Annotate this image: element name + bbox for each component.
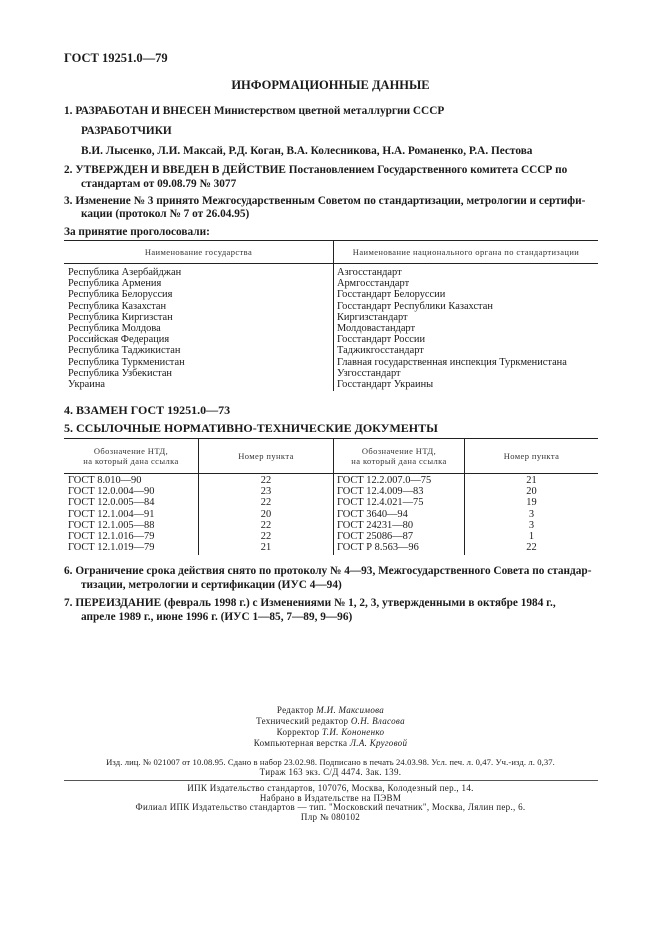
item-2-num: 2.: [64, 164, 73, 176]
refs-header-doc-right: [334, 446, 464, 466]
ref-doc: ГОСТ Р 8.563—96: [337, 542, 419, 554]
ref-doc: ГОСТ 12.0.004—90: [68, 486, 155, 498]
standards-body: Узгосстандарт: [337, 367, 401, 379]
ref-doc: ГОСТ 8.010—90: [68, 475, 142, 486]
credit-tech-editor: [0, 716, 661, 726]
item-7-text: (февраль 1998 г.) с Изменениями № 1, 2, 3, утвержденными в октябре 1984 г.,: [164, 597, 556, 609]
item-3: [64, 195, 585, 207]
refs-header-item-left: Номер пункта: [238, 451, 294, 461]
developers-list: В.И. Лысенко, Л.И. Максай, Р.Д. Коган, В.А. Колесникова, Н.А. Романенко, Р.А. Пестова: [81, 145, 533, 157]
state-name: Республика Таджикистан: [68, 345, 181, 357]
item-3-text: Изменение № 3 принято Межгосударственным Советом по стандартизации, метрологии и сертифи-: [75, 195, 586, 207]
state-name: Республика Азербайджан: [68, 267, 182, 278]
item-2: [64, 164, 567, 176]
ref-doc: ГОСТ 12.1.005—88: [68, 519, 155, 531]
state-name: Украина: [68, 379, 106, 390]
ref-doc: ГОСТ 24231—80: [337, 519, 414, 531]
states-header-country: Наименование государства: [144, 247, 253, 257]
item-7-lead: ПЕРЕИЗДАНИЕ: [75, 597, 162, 609]
item-2-lead: УТВЕРЖДЕН И ВВЕДЕН В ДЕЙСТВИЕ: [75, 164, 286, 176]
ref-item-number: 21: [526, 475, 537, 486]
ref-doc: ГОСТ 12.1.019—79: [68, 542, 155, 554]
item-6-line2: тизации, метрологии и сертификации (ИУС 4—94): [81, 579, 342, 591]
credit-layout-label: Компьютерная верстка: [253, 738, 348, 748]
ref-doc: ГОСТ 12.4.009—83: [337, 486, 424, 498]
item-3-line2: кации (протокол № 7 от 26.04.95): [81, 208, 250, 220]
publisher-line-1: ИПК Издательство стандартов, 107076, Москва, Колодезный пер., 14.: [187, 783, 474, 793]
ref-item-number: 20: [526, 486, 537, 498]
states-table-divider: [333, 240, 334, 391]
standards-body: Госстандарт России: [337, 334, 426, 346]
credit-corrector: [0, 727, 661, 737]
refs-table-top-rule: [64, 438, 598, 439]
standards-body: Госстандарт Украины: [337, 379, 434, 390]
standards-body: Главная государственная инспекция Туркменистана: [337, 356, 567, 368]
credit-editor: [0, 705, 661, 715]
item-6-num: 6.: [64, 565, 73, 577]
refs-header-doc-right-l1: Обозначение НТД,: [361, 446, 437, 456]
item-1: [64, 105, 444, 117]
imprint-rule: [64, 780, 598, 781]
ref-doc: ГОСТ 3640—94: [337, 508, 408, 520]
state-name: Республика Узбекистан: [68, 367, 172, 379]
item-2-text: Постановлением Государственного комитета СССР по: [288, 164, 568, 176]
info-title: ИНФОРМАЦИОННЫЕ ДАННЫЕ: [231, 78, 430, 92]
refs-header-doc-left-l1: Обозначение НТД,: [93, 446, 169, 456]
item-6: [64, 565, 591, 577]
item-4: [64, 403, 230, 418]
states-table-header-rule: [64, 263, 598, 264]
developers-label: РАЗРАБОТЧИКИ: [81, 125, 172, 137]
item-4-num: 4.: [64, 403, 73, 417]
state-name: Российская Федерация: [68, 334, 170, 346]
item-4-text: ВЗАМЕН ГОСТ 19251.0—73: [76, 403, 231, 417]
ref-doc: ГОСТ 12.2.007.0—75: [337, 475, 432, 486]
credit-editor-label: Редактор: [276, 705, 314, 715]
item-2-line2: стандартам от 09.08.79 № 3077: [81, 178, 237, 190]
state-name: Республика Туркменистан: [68, 356, 185, 368]
state-name: Республика Казахстан: [68, 300, 167, 312]
refs-header-doc-right-l2: на который дана ссылка: [351, 456, 447, 466]
item-7: [64, 597, 556, 609]
state-name: Республика Армения: [68, 278, 162, 290]
credit-layout-name: Л.А. Круговой: [349, 738, 408, 748]
ref-doc: ГОСТ 12.1.016—79: [68, 531, 155, 542]
refs-header-doc-left: [64, 446, 198, 466]
ref-item-number: 22: [260, 531, 272, 542]
ref-item-number: 19: [526, 497, 537, 509]
item-5: [64, 421, 438, 436]
standards-body: Госстандарт Белоруссии: [337, 289, 446, 301]
standards-body: Киргизстандарт: [337, 311, 408, 323]
state-name: Республика Белоруссия: [68, 289, 173, 301]
ref-doc: ГОСТ 25086—87: [337, 531, 414, 542]
states-table-top-rule: [64, 240, 598, 241]
ref-item-number: 21: [260, 542, 272, 554]
ref-doc: ГОСТ 12.0.005—84: [68, 497, 155, 509]
standards-body: Азгосстандарт: [337, 267, 402, 278]
standards-body: Таджикгосстандарт: [337, 345, 424, 357]
voted-label: За принятие проголосовали:: [64, 226, 210, 238]
state-name: Республика Киргизстан: [68, 311, 173, 323]
refs-header-item-right: Номер пункта: [503, 451, 560, 461]
publisher-line-4: Плр № 080102: [300, 812, 361, 822]
publisher-line-2: Набрано в Издательстве на ПЭВМ: [259, 793, 402, 803]
refs-table-header-rule: [64, 473, 598, 474]
ref-doc: ГОСТ 12.4.021—75: [337, 497, 424, 509]
ref-item-number: 22: [260, 519, 272, 531]
ref-item-number: 22: [526, 542, 537, 554]
credit-corrector-label: Корректор: [276, 727, 320, 737]
credit-tech-editor-label: Технический редактор: [256, 716, 349, 726]
item-6-text: Ограничение срока действия снято по протоколу № 4—93, Межгосударственного Совета по стандар-: [75, 565, 592, 577]
ref-item-number: 3: [528, 519, 535, 531]
item-1-text: Министерством цветной металлургии СССР: [213, 105, 445, 117]
ref-item-number: 3: [528, 508, 535, 520]
item-7-num: 7.: [64, 597, 73, 609]
state-name: Республика Молдова: [68, 323, 161, 334]
imprint-line-2: Тираж 163 экз. С/Д 4474. Зак. 139.: [259, 767, 402, 777]
ref-item-number: 23: [260, 486, 272, 498]
ref-item-number: 22: [260, 497, 272, 509]
item-3-num: 3.: [64, 195, 73, 207]
ref-item-number: 22: [260, 475, 272, 486]
ref-doc: ГОСТ 12.1.004—91: [68, 508, 155, 520]
refs-header-doc-left-l2: на который дана ссылка: [83, 456, 179, 466]
ref-item-number: 20: [260, 508, 272, 520]
credit-editor-name: М.И. Максимова: [316, 705, 385, 715]
credit-corrector-name: Т.И. Кононенко: [322, 727, 385, 737]
item-7-line2: апреле 1989 г., июне 1996 г. (ИУС 1—85, 7—89, 9—96): [81, 611, 353, 623]
imprint-line-1: Изд. лиц. № 021007 от 10.08.95. Сдано в набор 23.02.98. Подписано в печать 24.03.98. Усл. печ. л. 0,47. Уч.-изд. л. 0,37.: [106, 757, 555, 767]
states-header-body: Наименование национального органа по стандартизации: [352, 247, 580, 257]
item-1-num: 1.: [64, 105, 73, 117]
publisher-line-3: Филиал ИПК Издательство стандартов — тип. "Московский печатник", Москва, Лялин пер., 6.: [135, 802, 526, 812]
credit-tech-editor-name: О.Н. Власова: [350, 716, 405, 726]
ref-item-number: 1: [528, 531, 535, 542]
standards-body: Молдовастандарт: [337, 323, 416, 334]
credit-layout: [0, 738, 661, 748]
item-1-lead: РАЗРАБОТАН И ВНЕСЕН: [75, 105, 212, 117]
standards-body: Госстандарт Республики Казахстан: [337, 300, 493, 312]
document-code: ГОСТ 19251.0—79: [64, 51, 168, 65]
item-5-text: ССЫЛОЧНЫЕ НОРМАТИВНО-ТЕХНИЧЕСКИЕ ДОКУМЕНТЫ: [76, 421, 438, 435]
standards-body: Армгосстандарт: [337, 278, 410, 290]
item-5-num: 5.: [64, 421, 73, 435]
